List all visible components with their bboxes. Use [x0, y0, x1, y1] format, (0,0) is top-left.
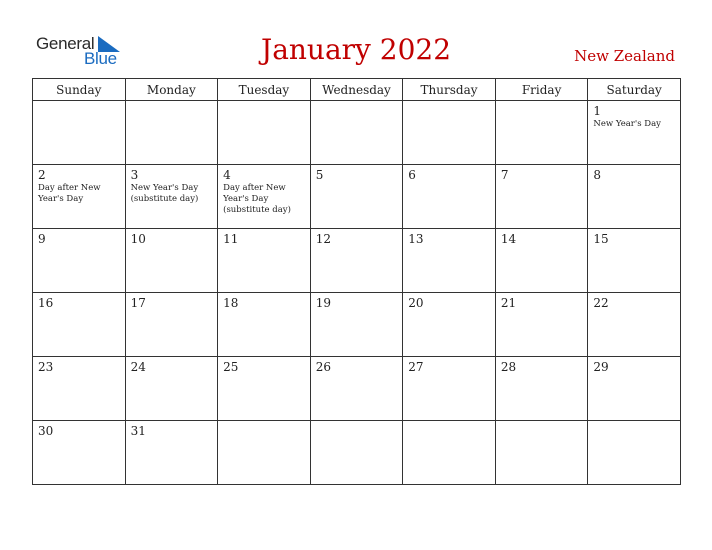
day-cell [125, 229, 218, 293]
day-cell [588, 293, 681, 357]
holiday-label [126, 438, 218, 439]
day-cell [218, 165, 311, 229]
holiday-label [311, 374, 403, 375]
day-cell [403, 421, 496, 485]
holiday-label [126, 374, 218, 375]
day-number: 18 [223, 296, 239, 310]
week-row [33, 357, 681, 421]
day-cell [218, 293, 311, 357]
day-number: 12 [315, 232, 331, 246]
day-cell [310, 421, 403, 485]
holiday-label [496, 310, 588, 311]
holiday-label [218, 374, 310, 375]
day-cell [218, 421, 311, 485]
day-cell [588, 101, 681, 165]
holiday-label [218, 246, 310, 247]
holiday-label [311, 104, 403, 105]
day-cell [403, 357, 496, 421]
weekday-header: Wednesday [310, 79, 403, 101]
day-number: 27 [408, 360, 424, 374]
day-number: 22 [593, 296, 609, 310]
day-number: 19 [315, 296, 331, 310]
holiday-label [33, 104, 125, 105]
day-number: 16 [38, 296, 54, 310]
day-number: 20 [408, 296, 424, 310]
day-cell [125, 357, 218, 421]
calendar-title: January 2022 [260, 33, 452, 66]
holiday-label [33, 438, 125, 439]
day-number: 1 [593, 104, 602, 118]
day-cell [218, 357, 311, 421]
holiday-label [403, 424, 495, 425]
day-number: 31 [130, 424, 146, 438]
day-cell [495, 421, 588, 485]
day-number: 17 [130, 296, 146, 310]
calendar-grid [32, 78, 681, 485]
day-cell [125, 101, 218, 165]
day-cell [588, 357, 681, 421]
holiday-label [33, 246, 125, 247]
day-cell [495, 101, 588, 165]
day-cell [403, 165, 496, 229]
day-number: 6 [408, 168, 416, 182]
day-number: 23 [38, 360, 54, 374]
day-number: 13 [408, 232, 424, 246]
day-cell [218, 101, 311, 165]
holiday-label [311, 424, 403, 425]
day-cell [310, 101, 403, 165]
day-number: 24 [130, 360, 146, 374]
day-number: 10 [130, 232, 146, 246]
day-cell [310, 165, 403, 229]
holiday-label [588, 310, 680, 311]
day-number: 14 [500, 232, 517, 246]
holiday-label [403, 374, 495, 375]
day-number: 5 [315, 168, 324, 182]
day-cell [33, 293, 126, 357]
week-row [33, 101, 681, 165]
day-cell [495, 165, 588, 229]
holiday-label: New Year's Day (substitute day) [130, 183, 199, 204]
day-number: 2 [38, 168, 46, 182]
holiday-label [218, 310, 310, 311]
holiday-label [126, 104, 218, 105]
holiday-label [403, 310, 495, 311]
day-number: 26 [315, 360, 331, 374]
holiday-label: New Year's Day [593, 119, 661, 129]
day-number: 4 [223, 168, 231, 182]
day-number: 28 [500, 360, 517, 374]
day-cell [495, 229, 588, 293]
day-number: 7 [500, 168, 509, 182]
holiday-label [496, 104, 588, 105]
day-number: 25 [223, 360, 239, 374]
weekday-header: Monday [125, 79, 218, 101]
holiday-label [311, 182, 403, 183]
day-cell [310, 229, 403, 293]
holiday-label [403, 104, 495, 105]
day-cell [125, 421, 218, 485]
day-cell [495, 357, 588, 421]
day-cell [125, 165, 218, 229]
weekday-header: Friday [495, 79, 588, 101]
holiday-label: Day after New Year's Day [38, 183, 101, 204]
holiday-label [33, 374, 125, 375]
week-row [33, 165, 681, 229]
day-number: 11 [223, 232, 239, 246]
logo-word-blue: Blue [84, 49, 117, 68]
holiday-label: Day after New Year's Day (substitute day) [223, 183, 291, 215]
holiday-label [496, 374, 588, 375]
day-cell [310, 357, 403, 421]
holiday-label [33, 310, 125, 311]
day-cell [588, 229, 681, 293]
day-cell [33, 165, 126, 229]
holiday-label [218, 424, 310, 425]
holiday-label [588, 246, 680, 247]
weekday-header: Sunday [33, 79, 126, 101]
day-number: 15 [593, 232, 609, 246]
holiday-label [496, 182, 588, 183]
logo-word-general: General [36, 34, 95, 53]
holiday-label [311, 310, 403, 311]
day-cell [33, 357, 126, 421]
weekday-header: Saturday [588, 79, 681, 101]
day-cell [495, 293, 588, 357]
day-cell [218, 229, 311, 293]
day-cell [33, 101, 126, 165]
weekday-header: Tuesday [218, 79, 311, 101]
week-row [33, 421, 681, 485]
holiday-label [126, 246, 218, 247]
day-cell [33, 421, 126, 485]
day-number: 8 [593, 168, 602, 182]
day-number: 29 [593, 360, 609, 374]
day-number: 21 [500, 296, 517, 310]
week-row [33, 293, 681, 357]
holiday-label [403, 182, 495, 183]
day-number: 3 [130, 168, 139, 182]
day-cell [125, 293, 218, 357]
day-cell [403, 293, 496, 357]
day-cell [403, 101, 496, 165]
holiday-label [403, 246, 495, 247]
holiday-label [588, 182, 680, 183]
holiday-label [588, 374, 680, 375]
weekday-header-row [33, 79, 681, 101]
day-cell [403, 229, 496, 293]
day-cell [588, 421, 681, 485]
week-row [33, 229, 681, 293]
holiday-label [311, 246, 403, 247]
holiday-label [496, 424, 588, 425]
country-label: New Zealand [574, 47, 675, 65]
day-number: 9 [38, 232, 46, 246]
day-cell [310, 293, 403, 357]
holiday-label [126, 310, 218, 311]
day-number: 30 [38, 424, 54, 438]
day-cell [33, 229, 126, 293]
holiday-label [588, 424, 680, 425]
weekday-header: Thursday [403, 79, 496, 101]
holiday-label [496, 246, 588, 247]
day-cell [588, 165, 681, 229]
holiday-label [218, 104, 310, 105]
